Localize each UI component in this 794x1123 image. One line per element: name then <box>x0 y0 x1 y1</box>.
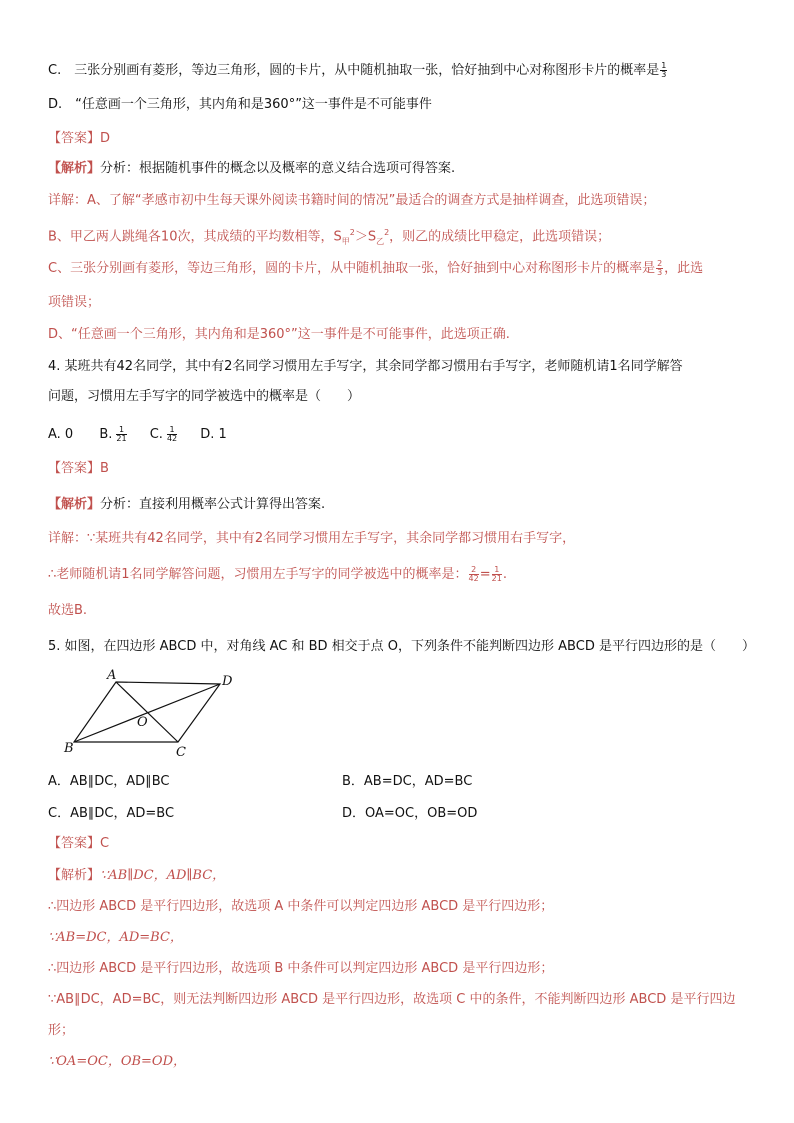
analysis-tag: 【解析】 <box>48 868 101 883</box>
detail-b-mid: ＞S <box>354 229 377 245</box>
q4-stem-line2: 问题，习惯用左手写字的同学被选中的概率是（ ） <box>48 389 361 404</box>
label-b: B <box>64 741 74 756</box>
fraction-denominator: 42 <box>468 574 479 583</box>
fraction-numerator: 1 <box>116 426 126 435</box>
parallelogram-figure <box>62 666 252 762</box>
label-c: C <box>176 745 186 760</box>
detail-b-sub-jia: 甲 <box>341 236 350 246</box>
q5-analysis-line4: ∴四边形 ABCD 是平行四边形，故选项 B 中条件可以判定四边形 ABCD 是平行四边形； <box>48 961 554 976</box>
q3-option-d: D. “任意画一个三角形，其内角和是360°”这一事件是不可能事件 <box>48 97 432 112</box>
label-d: D <box>222 674 233 689</box>
analysis-text: 分析：根据随机事件的概念以及概率的意义结合选项可得答案. <box>100 161 456 176</box>
q4-options <box>48 426 227 444</box>
q5-analysis-line6: ∵OA=OC，OB=OD， <box>48 1054 186 1069</box>
analysis-tag: 【解析】 <box>48 161 101 176</box>
fraction-denominator: 21 <box>116 434 127 443</box>
q4-option-c: C. <box>149 427 163 442</box>
q5-analysis-line3: ∵AB=DC，AD=BC， <box>48 930 183 945</box>
detail2-pre: ∴老师随机请1名同学解答问题，习惯用左手写字的同学被选中的概率是： <box>48 567 468 582</box>
q4-detail-line2 <box>48 566 507 584</box>
fraction-denominator: 21 <box>491 574 502 583</box>
fraction-numerator: 2 <box>657 259 663 268</box>
q4-detail-line1: 详解：∵某班共有42名同学，其中有2名同学习惯用左手写字，其余同学都习惯用右手写字， <box>48 531 576 546</box>
detail-b-sup: 2 <box>349 228 355 237</box>
detail-b-sub-yi: 乙 <box>376 236 385 246</box>
q4-option-d: D. 1 <box>200 427 227 442</box>
detail2-fraction-1 <box>469 566 479 583</box>
detail-c-post: ，此选 <box>664 261 704 276</box>
q4-choose: 故选B. <box>48 603 88 618</box>
q4-analysis <box>48 496 325 514</box>
fraction-denominator: 3 <box>657 268 663 277</box>
analysis-tag: 【解析】 <box>48 497 101 512</box>
equals-sign: = <box>479 567 491 582</box>
q4-option-a: A. 0 <box>48 427 74 442</box>
q3-option-c <box>48 62 668 80</box>
diagonal-ac <box>116 682 178 742</box>
q4-option-b-fraction <box>116 426 126 443</box>
q3-answer <box>48 130 110 148</box>
answer-value: C <box>100 836 110 851</box>
answer-tag: 【答案】 <box>48 836 101 851</box>
q4-option-c-fraction <box>167 426 177 443</box>
q4-answer <box>48 460 109 478</box>
q3-detail-c <box>48 260 703 278</box>
q4-stem-line1: 4. 某班共有42名同学，其中有2名同学习惯用左手写字，其余同学都习惯用右手写字，老师随机请1名同学解答 <box>48 359 683 374</box>
fraction-denominator: 3 <box>661 70 667 79</box>
answer-value: B <box>100 461 109 476</box>
q5-option-b: B．AB=DC，AD=BC <box>342 774 473 789</box>
q4-option-b: B. <box>99 427 113 442</box>
detail-b-post: ，则乙的成绩比甲稳定，此选项错误； <box>389 229 611 245</box>
detail-c-pre: C、三张分别画有菱形，等边三角形，圆的卡片，从中随机抽取一张，恰好抽到中心对称图形卡片的概率是 <box>48 261 656 276</box>
q3-analysis <box>48 160 455 178</box>
q5-option-a: A．AB∥DC，AD∥BC <box>48 774 170 789</box>
q3-detail-a: 详解：A、了解“孝感市初中生每天课外阅读书籍时间的情况”最适合的调查方式是抽样调查，此选项错误； <box>48 193 656 208</box>
q3-detail-b <box>48 224 610 251</box>
q5-answer <box>48 835 109 853</box>
fraction-numerator: 2 <box>469 566 479 575</box>
analysis-text: 分析：直接利用概率公式计算得出答案. <box>100 497 326 512</box>
detail2-fraction-2 <box>492 566 502 583</box>
q5-option-c: C．AB∥DC，AD=BC <box>48 806 175 821</box>
q5-analysis-line2: ∴四边形 ABCD 是平行四边形，故选项 A 中条件可以判定四边形 ABCD 是平行四边形； <box>48 899 554 914</box>
q3-detail-d: D、“任意画一个三角形，其内角和是360°”这一事件是不可能事件，此选项正确. <box>48 327 510 342</box>
q5-analysis-line1 <box>48 867 225 885</box>
q5-analysis-line5: ∵AB∥DC，AD=BC，则无法判断四边形 ABCD 是平行四边形，故选项 C 中的条件，不能判断四边形 ABCD 是平行四边 <box>48 992 736 1007</box>
answer-value: D <box>100 131 111 146</box>
q3-option-c-text: C. 三张分别画有菱形，等边三角形，圆的卡片，从中随机抽取一张，恰好抽到中心对称图形卡片的概率是 <box>48 63 660 78</box>
fraction-denominator: 42 <box>166 434 178 443</box>
answer-tag: 【答案】 <box>48 131 101 146</box>
analysis-step-1: ∵AB∥DC，AD∥BC， <box>100 868 226 883</box>
fraction-numerator: 1 <box>661 61 667 70</box>
q5-option-d: D．OA=OC，OB=OD <box>342 806 478 821</box>
fraction-numerator: 1 <box>492 566 502 575</box>
label-o: O <box>137 715 148 730</box>
q3-option-c-fraction <box>660 62 667 79</box>
q5-analysis-line5b: 形； <box>48 1023 75 1038</box>
label-a: A <box>107 668 117 683</box>
q3-detail-c-line2: 项错误； <box>48 295 101 310</box>
diagonal-bd <box>74 684 220 742</box>
detail-c-fraction <box>656 260 663 277</box>
answer-tag: 【答案】 <box>48 461 101 476</box>
fraction-numerator: 1 <box>167 426 177 435</box>
detail2-post: . <box>502 567 507 582</box>
detail-b-pre: B、甲乙两人跳绳各10次，其成绩的平均数相等，S <box>48 229 342 245</box>
detail-b-sup: 2 <box>384 228 390 237</box>
q5-stem: 5. 如图，在四边形 ABCD 中，对角线 AC 和 BD 相交于点 O，下列条件不能判断四边形 ABCD 是平行四边形的是（ ） <box>48 639 755 654</box>
